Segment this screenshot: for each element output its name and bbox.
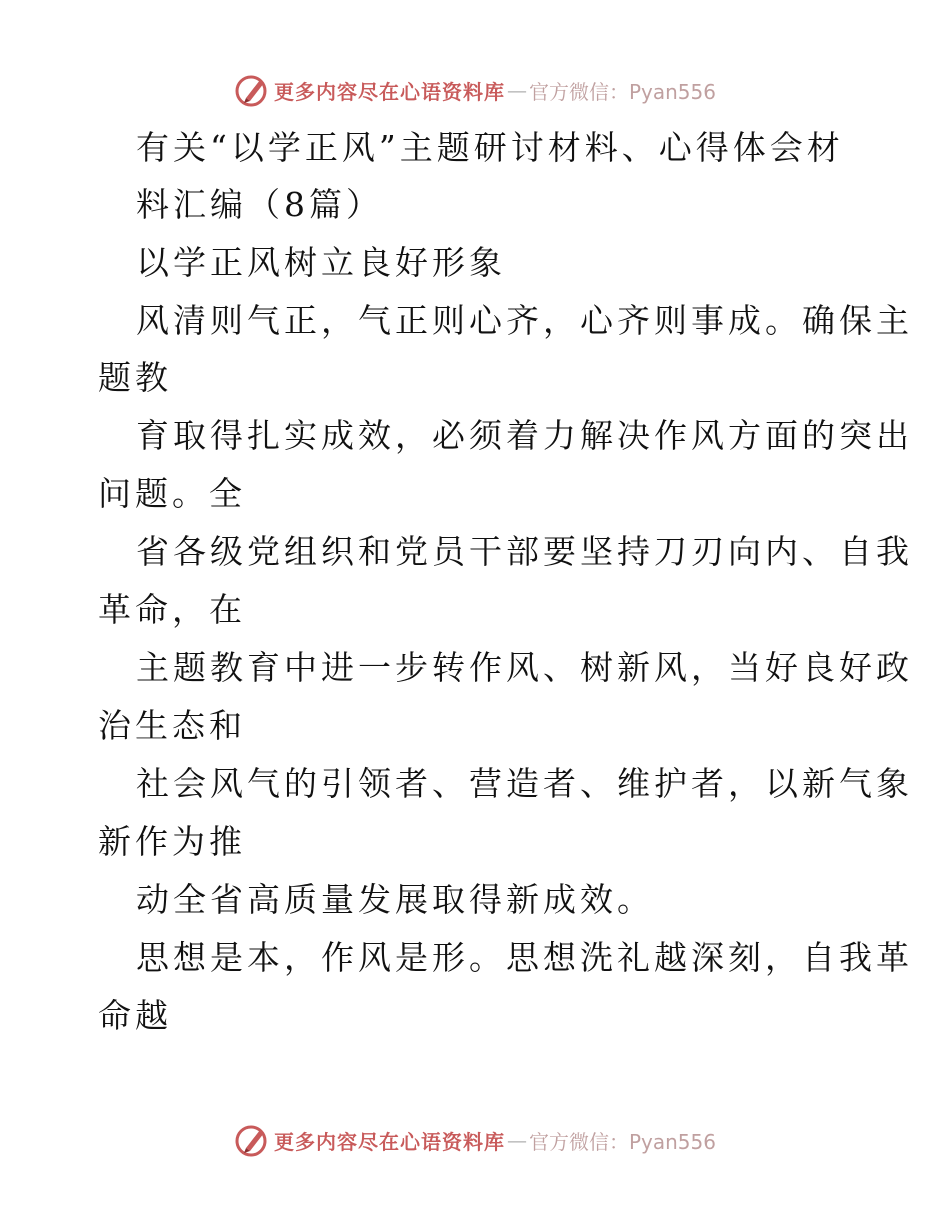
text-line: 育取得扎实成效，必须着力解决作风方面的突出 [136,416,913,455]
pen-logo-icon [234,72,270,108]
text-line: 动全省高质量发展取得新成效。 [136,880,654,919]
text-line: 以学正风树立良好形象 [136,243,506,282]
watermark-dash: — [506,78,527,102]
watermark-brand: 更多内容尽在心语资料库 [273,1129,505,1154]
text-line: 料汇编（8篇） [136,185,383,224]
text-line: 命越 [98,996,172,1035]
text-line: 问题。全 [98,474,246,513]
header-watermark [0,70,950,110]
text-line: 风清则气正，气正则心齐，心齐则事成。确保主 [136,301,913,340]
text-line: 新作为推 [98,822,246,861]
text-line: 主题教育中进一步转作风、树新风，当好良好政 [136,648,913,687]
text-line: 有关“以学正风”主题研讨材料、心得体会材 [136,128,844,167]
text-line: 治生态和 [98,706,246,745]
watermark-brand: 更多内容尽在心语资料库 [273,79,505,104]
text-line: 革命，在 [98,590,246,629]
watermark-wechat: 官方微信：Pyan556 [528,1129,716,1154]
watermark-wechat: 官方微信：Pyan556 [528,79,716,104]
text-line: 思想是本，作风是形。思想洗礼越深刻，自我革 [136,938,913,977]
text-line: 题教 [98,358,172,397]
text-line: 省各级党组织和党员干部要坚持刀刃向内、自我 [136,532,913,571]
text-line: 社会风气的引领者、营造者、维护者，以新气象 [136,764,913,803]
footer-watermark [0,1120,950,1160]
watermark-dash: — [506,1128,527,1152]
pen-logo-icon [234,1122,270,1158]
